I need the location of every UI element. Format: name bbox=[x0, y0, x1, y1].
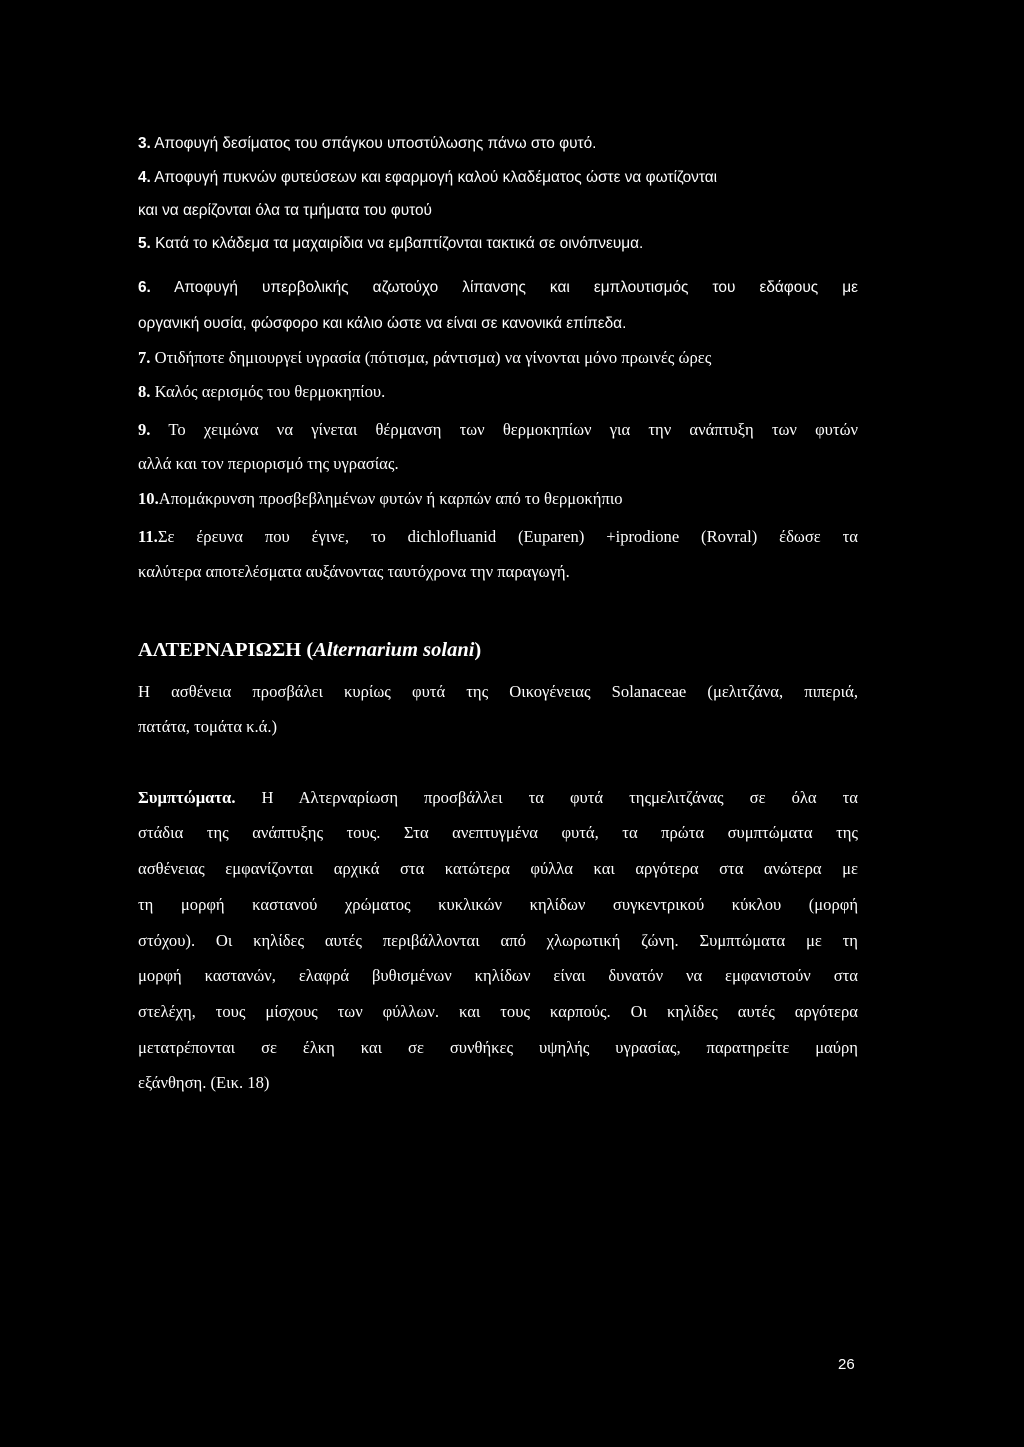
list-text: Σε έρευνα που έγινε, το dichlofluanid (Euparen) +iprodione (Rovral) έδωσε τα bbox=[157, 527, 858, 546]
list-item-11 bbox=[138, 527, 858, 547]
symptoms-line: στάδια της ανάπτυξης τους. Στα ανεπτυγμένα φυτά, τα πρώτα συμπτώματα της bbox=[138, 823, 858, 842]
list-item-9-continuation: αλλά και τον περιορισμό της υγρασίας. bbox=[138, 454, 399, 473]
list-number: 10. bbox=[138, 489, 159, 508]
intro-line-1: Η ασθένεια προσβάλει κυρίως φυτά της Οικογένειας Solanaceae (μελιτζάνα, πιπεριά, bbox=[138, 682, 858, 701]
list-number: 9. bbox=[138, 420, 151, 439]
heading-close-paren: ) bbox=[474, 639, 482, 661]
list-text: Αποφυγή δεσίματος του σπάγκου υποστύλωσης πάνω στο φυτό. bbox=[154, 135, 597, 152]
list-item-8 bbox=[138, 382, 385, 402]
symptoms-line: στόχου). Οι κηλίδες αυτές περιβάλλονται από χλωρωτική ζώνη. Συμπτώματα με τη bbox=[138, 931, 858, 950]
heading-latin-name: Alternarium solani bbox=[313, 639, 475, 661]
section-heading bbox=[138, 638, 481, 662]
heading-title: ΑΛΤΕΡΝΑΡΙΩΣΗ bbox=[138, 639, 302, 661]
list-text: Το χειμώνα να γίνεται θέρμανση των θερμοκηπίων για την ανάπτυξη των φυτών bbox=[168, 420, 858, 439]
symptoms-line-1 bbox=[138, 788, 858, 808]
list-number: 4. bbox=[138, 169, 151, 186]
symptoms-label: Συμπτώματα. bbox=[138, 788, 236, 807]
list-item-5 bbox=[138, 234, 643, 254]
symptoms-line: μετατρέπονται σε έλκη και σε συνθήκες υψηλής υγρασίας, παρατηρείτε μαύρη bbox=[138, 1038, 858, 1057]
symptoms-line: ασθένειας εμφανίζονται αρχικά στα κατώτερα φύλλα και αργότερα στα ανώτερα με bbox=[138, 859, 858, 878]
symptoms-first-line-text: Η Αλτερναρίωση προσβάλλει τα φυτά τηςμελιτζάνας σε όλα τα bbox=[261, 788, 858, 807]
symptoms-line: μορφή καστανών, ελαφρά βυθισμένων κηλίδων είναι δυνατόν να εμφανιστούν στα bbox=[138, 966, 858, 985]
heading-open-paren: ( bbox=[306, 639, 314, 661]
list-item-4 bbox=[138, 168, 717, 188]
list-text: Κατά το κλάδεμα τα μαχαιρίδια να εμβαπτίζονται τακτικά σε οινόπνευμα. bbox=[155, 235, 644, 252]
list-text: Αποφυγή πυκνών φυτεύσεων και εφαρμογή καλού κλαδέματος ώστε να φωτίζονται bbox=[154, 169, 718, 186]
list-text: Απομάκρυνση προσβεβλημένων φυτών ή καρπών από το θερμοκήπιο bbox=[158, 489, 623, 508]
list-item-6 bbox=[138, 278, 858, 298]
symptoms-last-line: εξάνθηση. (Εικ. 18) bbox=[138, 1073, 270, 1092]
list-item-6-continuation: οργανική ουσία, φώσφορο και κάλιο ώστε να είναι σε κανονικά επίπεδα. bbox=[138, 315, 627, 332]
list-text: Καλός αερισμός του θερμοκηπίου. bbox=[154, 382, 386, 401]
list-item-3 bbox=[138, 134, 596, 154]
page-number: 26 bbox=[838, 1356, 855, 1373]
intro-line-2: πατάτα, τομάτα κ.ά.) bbox=[138, 717, 278, 736]
list-text: Οτιδήποτε δημιουργεί υγρασία (πότισμα, ράντισμα) να γίνονται μόνο πρωινές ώρες bbox=[154, 348, 712, 367]
list-number: 6. bbox=[138, 279, 151, 296]
list-number: 8. bbox=[138, 382, 151, 401]
symptoms-line: στελέχη, τους μίσχους των φύλλων. και τους καρπούς. Οι κηλίδες αυτές αργότερα bbox=[138, 1002, 858, 1021]
list-item-9 bbox=[138, 420, 858, 440]
list-number: 7. bbox=[138, 348, 151, 367]
list-item-7 bbox=[138, 348, 711, 368]
list-item-11-continuation: καλύτερα αποτελέσματα αυξάνοντας ταυτόχρονα την παραγωγή. bbox=[138, 562, 570, 581]
list-item-10 bbox=[138, 489, 623, 509]
symptoms-line: τη μορφή καστανού χρώματος κυκλικών κηλίδων συγκεντρικού κύκλου (μορφή bbox=[138, 895, 858, 914]
list-number: 3. bbox=[138, 135, 151, 152]
list-number: 11. bbox=[138, 527, 158, 546]
list-item-4-continuation: και να αερίζονται όλα τα τμήματα του φυτού bbox=[138, 202, 432, 219]
list-number: 5. bbox=[138, 235, 151, 252]
list-text: Αποφυγή υπερβολικής αζωτούχο λίπανσης και εμπλουτισμός του εδάφους με bbox=[174, 279, 858, 296]
